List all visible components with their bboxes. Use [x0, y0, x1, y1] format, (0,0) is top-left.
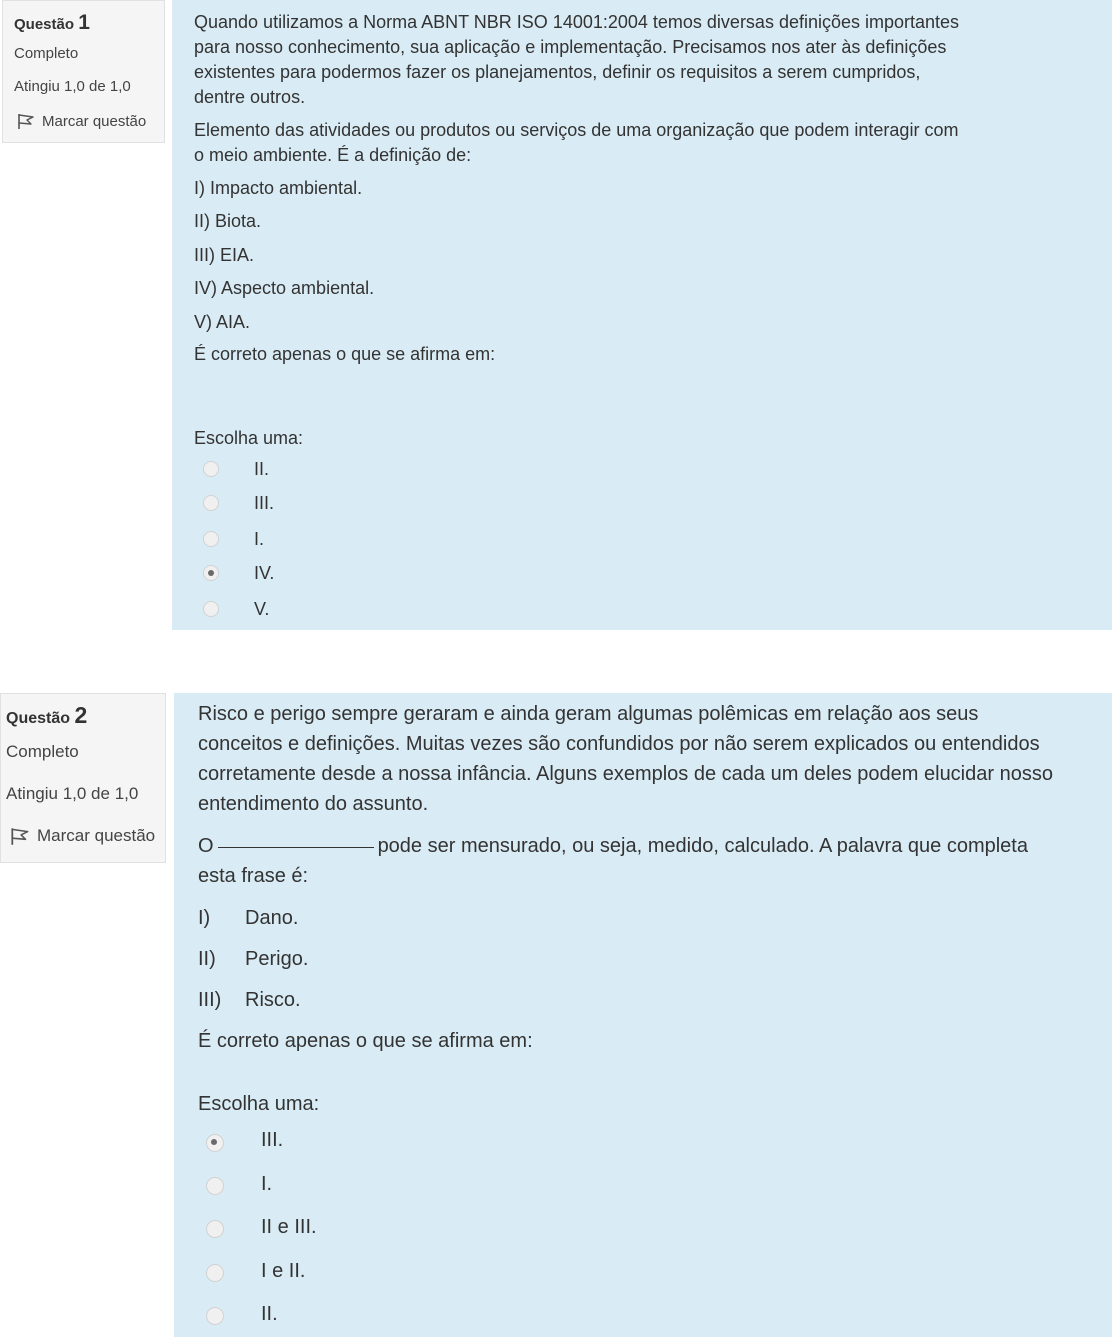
question-state: Completo	[14, 45, 79, 62]
answer-radio[interactable]	[206, 1220, 224, 1238]
question-content	[174, 693, 1112, 1337]
answer-radio[interactable]	[206, 1177, 224, 1195]
answer-radio[interactable]	[203, 461, 219, 477]
statement-item: V) AIA.	[194, 312, 251, 332]
statement-item	[198, 907, 298, 930]
choose-one-label: Escolha uma:	[194, 428, 304, 448]
statement-item: I) Impacto ambiental.	[194, 178, 363, 198]
intro-text-line: Risco e perigo sempre geraram e ainda geram algumas polêmicas em relação aos seus	[198, 703, 979, 725]
answer-option-label[interactable]: I e II.	[261, 1260, 306, 1282]
answer-option-label[interactable]: II.	[261, 1303, 278, 1325]
flag-question-label: Marcar questão	[42, 112, 147, 130]
statement-text: Dano.	[245, 907, 299, 929]
answer-option-label[interactable]: I.	[261, 1173, 273, 1195]
choose-one-label: Escolha uma:	[198, 1093, 320, 1115]
answer-option-label[interactable]: I.	[254, 529, 265, 549]
statement-text: Risco.	[245, 989, 301, 1011]
statement-item: II) Biota.	[194, 211, 262, 231]
prompt-text: É correto apenas o que se afirma em:	[194, 344, 496, 364]
question-text-rest: pode ser mensurado, ou seja, medido, calculado. A palavra que completa	[377, 835, 1028, 857]
intro-text-line: corretamente desde a nossa infância. Alguns exemplos de cada um deles podem elucidar nosso	[198, 763, 1053, 785]
answer-radio[interactable]	[203, 565, 219, 581]
intro-text-line: para nosso conhecimento, sua aplicação e implementação. Precisamos nos ater às definições	[194, 37, 947, 57]
question-state: Completo	[6, 742, 79, 761]
question-text-start: O	[198, 835, 214, 857]
prompt-text: É correto apenas o que se afirma em:	[198, 1030, 533, 1052]
answer-radio[interactable]	[206, 1264, 224, 1282]
question-content	[172, 0, 1112, 630]
fill-in-blank	[218, 847, 374, 848]
statement-item: IV) Aspecto ambiental.	[194, 278, 375, 298]
flag-icon	[16, 112, 36, 130]
answer-option-label[interactable]: II e III.	[261, 1216, 317, 1238]
flag-icon	[9, 826, 31, 846]
answer-radio[interactable]	[203, 495, 219, 511]
statement-number: I)	[198, 907, 211, 929]
answer-radio[interactable]	[206, 1307, 224, 1325]
statement-text: Perigo.	[245, 948, 309, 970]
question-label: Questão	[14, 16, 75, 33]
question-text-line	[198, 835, 1028, 858]
question-grade: Atingiu 1,0 de 1,0	[6, 784, 139, 803]
intro-text-line: conceitos e definições. Muitas vezes são confundidos por não serem explicados ou entendidos	[198, 733, 1040, 755]
answer-radio[interactable]	[203, 531, 219, 547]
intro-text-line: existentes para podermos fazer os planejamentos, definir os requisitos a serem cumpridos,	[194, 62, 921, 82]
statement-item	[198, 948, 308, 971]
statement-number: III)	[198, 989, 222, 1011]
statement-item	[198, 989, 301, 1012]
question-number: 1	[78, 11, 90, 34]
answer-option-label[interactable]: IV.	[254, 563, 275, 583]
answer-radio[interactable]	[203, 601, 219, 617]
answer-option-label[interactable]: III.	[254, 493, 275, 513]
question-text-line: esta frase é:	[198, 865, 309, 887]
question-label: Questão	[6, 710, 71, 727]
intro-text-line: entendimento do assunto.	[198, 793, 429, 815]
question-text-line: Elemento das atividades ou produtos ou serviços de uma organização que podem interagir com	[194, 120, 959, 140]
flag-question-label: Marcar questão	[37, 826, 156, 845]
question-number: 2	[74, 702, 88, 728]
intro-text-line: Quando utilizamos a Norma ABNT NBR ISO 14001:2004 temos diversas definições importantes	[194, 12, 960, 32]
intro-text-line: dentre outros.	[194, 87, 306, 107]
question-title	[6, 702, 87, 729]
flag-question-link[interactable]	[16, 112, 146, 130]
answer-option-label[interactable]: III.	[261, 1129, 284, 1151]
statement-number: II)	[198, 948, 216, 970]
question-grade: Atingiu 1,0 de 1,0	[14, 78, 131, 95]
statement-item: III) EIA.	[194, 245, 255, 265]
question-text-line: o meio ambiente. É a definição de:	[194, 145, 472, 165]
question-info-panel	[0, 693, 166, 863]
answer-radio[interactable]	[206, 1134, 224, 1152]
answer-option-label[interactable]: II.	[254, 459, 270, 479]
question-title	[14, 11, 90, 35]
answer-option-label[interactable]: V.	[254, 599, 270, 619]
question-info-panel	[2, 0, 165, 143]
flag-question-link[interactable]	[9, 826, 155, 846]
